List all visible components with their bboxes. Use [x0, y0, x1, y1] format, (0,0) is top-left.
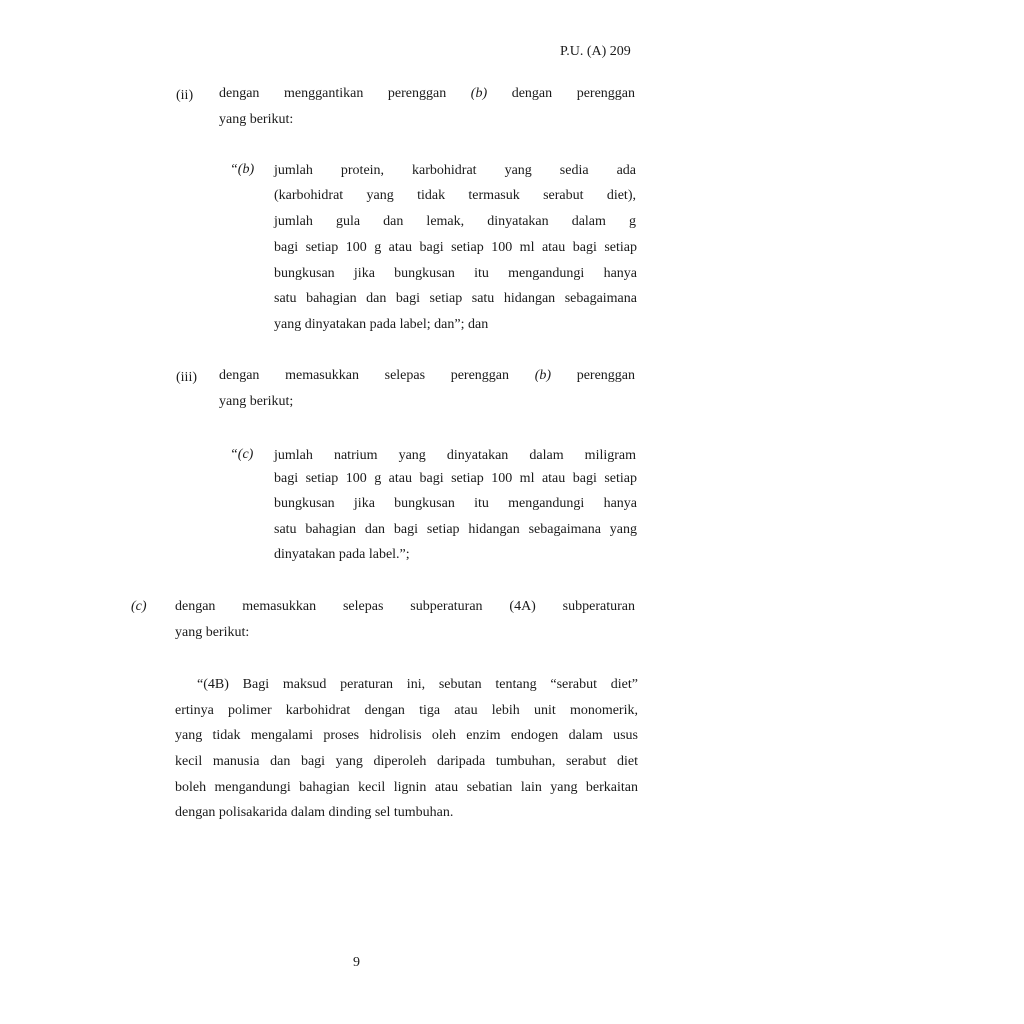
quote-b-line-1: jumlah protein, karbohidrat yang sedia ada	[274, 163, 636, 178]
item-ii-text-a: dengan menggantikan perenggan	[219, 86, 471, 101]
item-ii-ref-b: (b)	[470, 86, 488, 101]
item-iii-text-b: perenggan	[551, 368, 636, 383]
page-reference-header: P.U. (A) 209	[560, 44, 631, 59]
quote-b-line-5: bungkusan jika bungkusan itu mengandungi hanya	[274, 266, 637, 281]
quote-c-line-1: jumlah natrium yang dinyatakan dalam miligram	[274, 448, 636, 463]
quote-c-line-4: satu bahagian dan bagi setiap hidangan sebagaimana yang	[274, 522, 637, 537]
quote-4b-line-2: ertinya polimer karbohidrat dengan tiga atau lebih unit monomerik,	[175, 703, 638, 718]
item-iii-ref-b: (b)	[534, 368, 552, 383]
item-ii-line-1	[219, 85, 635, 103]
quote-c-label: “(c)	[230, 447, 254, 462]
quote-4b-line-6: dengan polisakarida dalam dinding sel tumbuhan.	[175, 805, 454, 820]
item-ii-line-2: yang berikut:	[219, 112, 294, 127]
quote-b-line-6: satu bahagian dan bagi setiap satu hidangan sebagaimana	[274, 291, 637, 306]
item-iii-text-a: dengan memasukkan selepas perenggan	[219, 368, 535, 383]
quote-b-line-7: yang dinyatakan pada label; dan”; dan	[274, 317, 489, 332]
quote-b-line-3: jumlah gula dan lemak, dinyatakan dalam g	[274, 214, 636, 229]
quote-b-line-4: bagi setiap 100 g atau bagi setiap 100 ml atau bagi setiap	[274, 240, 637, 255]
item-c-line-1: dengan memasukkan selepas subperaturan (4A) subperaturan	[175, 599, 635, 614]
item-c-label: (c)	[131, 599, 147, 614]
item-iii-line-1	[219, 367, 635, 385]
item-c-line-2: yang berikut:	[175, 625, 250, 640]
quote-c-line-2: bagi setiap 100 g atau bagi setiap 100 ml atau bagi setiap	[274, 471, 637, 486]
quote-c-line-3: bungkusan jika bungkusan itu mengandungi hanya	[274, 496, 637, 511]
item-iii-line-2: yang berikut;	[219, 394, 294, 409]
quote-4b-line-4: kecil manusia dan bagi yang diperoleh daripada tumbuhan, serabut diet	[175, 754, 638, 769]
quote-4b-line-5: boleh mengandungi bahagian kecil lignin atau sebatian lain yang berkaitan	[175, 780, 638, 795]
page-number: 9	[353, 955, 360, 970]
quote-c-line-5: dinyatakan pada label.”;	[274, 547, 410, 562]
quote-b-label: “(b)	[230, 162, 255, 177]
item-ii-label: (ii)	[176, 88, 194, 103]
quote-b-line-2: (karbohidrat yang tidak termasuk serabut diet),	[274, 188, 636, 203]
item-iii-label: (iii)	[176, 370, 197, 385]
quote-4b-line-1: “(4B) Bagi maksud peraturan ini, sebutan tentang “serabut diet”	[197, 677, 638, 692]
quote-4b-line-3: yang tidak mengalami proses hidrolisis oleh enzim endogen dalam usus	[175, 728, 638, 743]
item-ii-text-b: dengan perenggan	[487, 86, 635, 101]
